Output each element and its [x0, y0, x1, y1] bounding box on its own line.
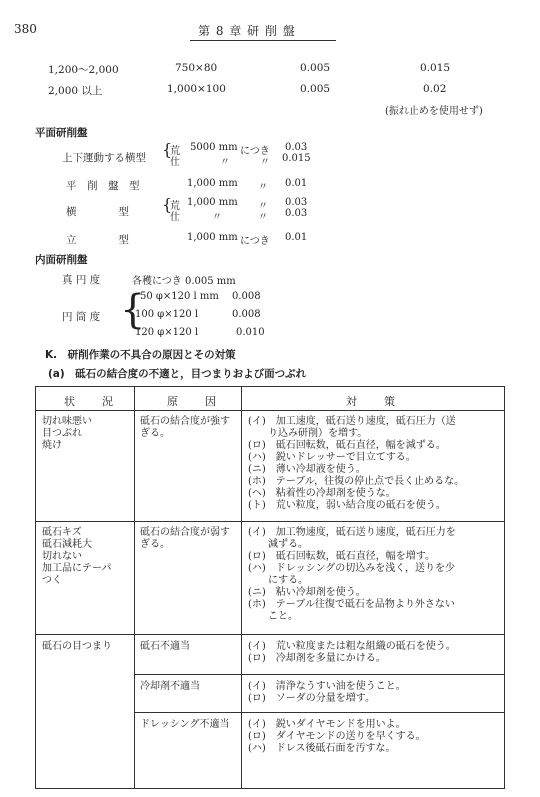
status-line: 目つぶれ — [42, 428, 82, 439]
measure-line: (ト) 荒い粒度，弱い結合度の砥石を使う。 — [248, 500, 446, 511]
finish-mark: 仕 — [170, 212, 180, 223]
status-line: 切れない — [42, 551, 82, 562]
cyl-row-3-val: 0.010 — [236, 327, 265, 338]
surface-row1-b-unit: 〃 — [260, 157, 270, 168]
cause-line: ぎる。 — [140, 539, 170, 550]
top-row-2-size: 1,000×100 — [167, 83, 226, 95]
cylindricity-label: 円 筒 度 — [62, 311, 101, 323]
rough-mark: 荒 — [170, 146, 180, 157]
rough-mark: 荒 — [170, 201, 180, 212]
surface-row1-a: 5000 mm — [190, 142, 238, 153]
surface-row2-label: 平 削 盤 型 — [66, 180, 140, 192]
surface-row2-val: 0.01 — [285, 178, 308, 189]
measure-line: こと。 — [248, 611, 298, 622]
top-note: (振れ止めを使用せず) — [385, 106, 483, 117]
measure-line: (ハ) ドレス後砥石面を汚すな。 — [248, 743, 396, 754]
measure-line: (ハ) 鋭いドレッサーで目立てする。 — [248, 452, 416, 463]
section-a-heading: (a) 砥石の結合度の不適と，目つまりおよび面つぶれ — [48, 368, 307, 380]
surface-row2-unit: 〃 — [258, 182, 268, 193]
row1-status — [42, 416, 92, 452]
measure-line: (ロ) 砥石回転数，砥石直径，幅を増す。 — [248, 551, 436, 562]
status-line: 焼け — [42, 440, 62, 451]
top-row-2-val2: 0.02 — [423, 83, 447, 95]
surface-row1-b: 〃 — [220, 157, 230, 168]
row-divider — [36, 634, 504, 635]
page-number: 380 — [14, 22, 37, 36]
row2-cause — [140, 527, 230, 551]
col-divider — [241, 387, 242, 788]
measure-line: (ロ) 冷却剤を多量にかける。 — [248, 653, 386, 664]
cause-line: ぎる。 — [140, 428, 170, 439]
cyl-row-3-size: 120 φ×120 l — [135, 327, 199, 338]
measure-line: (イ) 加工物速度，砥石送り速度，砥石圧力を — [248, 527, 456, 538]
row2-status — [42, 527, 112, 587]
surface-row1-label: 上下運動する横型 — [62, 152, 146, 164]
measure-line: (イ) 荒い粒度または粗な組織の砥石を使う。 — [248, 641, 456, 652]
surface-row1-b-val: 0.015 — [282, 153, 311, 164]
status-line: 砥石キズ — [42, 527, 82, 538]
surface-row3-a-unit: 〃 — [258, 201, 268, 212]
surface-row1-a-val: 0.03 — [285, 142, 308, 153]
measure-line: (イ) 清浄なうすい油を使うこと。 — [248, 681, 406, 692]
measure-line: にする。 — [248, 575, 308, 586]
surface-row3-b-unit: 〃 — [258, 212, 268, 223]
row3a-cause: 砥石不適当 — [140, 641, 190, 652]
top-row-1-range: 1,200～2,000 — [48, 64, 119, 76]
measure-line: (イ) 加工速度，砥石送り速度，砥石圧力（送 — [248, 416, 456, 427]
row3c-cause: ドレッシング不適当 — [140, 719, 230, 730]
surface-row3-b: 〃 — [212, 212, 222, 223]
surface-row1-a-unit: につき — [240, 146, 270, 157]
surface-row4-val: 0.01 — [285, 232, 308, 243]
row-divider — [36, 410, 504, 411]
top-row-1-size: 750×80 — [175, 62, 218, 74]
status-line: 加工品にテーパ — [42, 563, 112, 574]
cause-line: 砥石の結合度が強す — [140, 416, 230, 427]
chapter-title: 第 8 章 研 削 盤 — [198, 24, 296, 38]
measure-line: (イ) 鋭いダイヤモンドを用いよ。 — [248, 719, 406, 730]
surface-row2-size: 1,000 mm — [187, 178, 238, 189]
surface-row4-size: 1,000 mm — [187, 232, 238, 243]
row3a-measures — [248, 641, 456, 665]
cyl-row-1-val: 0.008 — [232, 291, 261, 302]
header-underline — [190, 40, 336, 41]
cyl-row-2-size: 100 φ×120 l — [135, 309, 199, 320]
measure-line: (ロ) ソーダの分量を増す。 — [248, 693, 376, 704]
top-row-2-range: 2,000 以上 — [48, 85, 103, 97]
roundness-text: 各穫につき 0.005 mm — [132, 276, 236, 287]
top-row-1-val2: 0.015 — [420, 62, 451, 74]
row3b-measures — [248, 681, 406, 705]
brace-icon: { — [120, 287, 146, 333]
row2-measures — [248, 527, 456, 623]
brace-icon: { — [162, 195, 173, 214]
row-divider — [134, 674, 504, 675]
measure-line: 減ずる。 — [248, 539, 308, 550]
measure-line: (ホ) テーブル，往復の停止点で長く止めるな。 — [248, 476, 465, 487]
row-divider — [36, 521, 504, 522]
surface-row3-b-val: 0.03 — [285, 208, 308, 219]
troubleshooting-table — [35, 386, 505, 789]
finish-mark: 仕 — [170, 157, 180, 168]
surface-row4-label: 立 型 — [66, 234, 129, 246]
status-line: 切れ味悪い — [42, 416, 92, 427]
measure-line: (ニ) 薄い冷却液を使う。 — [248, 464, 366, 475]
internal-title: 内面研削盤 — [35, 254, 88, 266]
measure-line: (ロ) ダイヤモンドの送りを早くする。 — [248, 731, 426, 742]
header-status: 状 況 — [64, 395, 121, 408]
row3-status: 砥石の目つまり — [42, 641, 112, 652]
status-line: 砥石減耗大 — [42, 539, 92, 550]
row3c-measures — [248, 719, 426, 755]
roundness-label: 真 円 度 — [62, 274, 101, 286]
row3b-cause: 冷却剤不適当 — [140, 681, 200, 692]
surface-row3-a: 1,000 mm — [187, 197, 238, 208]
row1-cause — [140, 416, 230, 440]
measure-line: (ロ) 砥石回転数，砥石直径，幅を減ずる。 — [248, 440, 446, 451]
cyl-row-2-val: 0.008 — [232, 309, 261, 320]
cyl-row-1-size: 50 φ×120 l mm — [140, 291, 219, 302]
surface-row3-a-val: 0.03 — [285, 197, 308, 208]
top-row-1-val1: 0.005 — [300, 62, 331, 74]
measure-line: り込み研削）を増す。 — [248, 428, 368, 439]
brace-icon: { — [162, 140, 173, 159]
surface-row3-label: 横 型 — [66, 206, 129, 218]
status-line: つく — [42, 575, 62, 586]
surface-title: 平面研削盤 — [35, 127, 88, 139]
measure-line: (ニ) 粘い冷却剤を使う。 — [248, 587, 366, 598]
col-divider — [134, 387, 135, 788]
row-divider — [134, 712, 504, 713]
section-k-heading: K. 研削作業の不具合の原因とその対策 — [45, 349, 236, 361]
header-cause: 原 因 — [167, 395, 224, 408]
header-measures: 対 策 — [346, 395, 403, 408]
cause-line: 砥石の結合度が弱す — [140, 527, 230, 538]
surface-row4-unit: につき — [240, 236, 270, 247]
top-row-2-val1: 0.005 — [300, 83, 331, 95]
row1-measures — [248, 416, 464, 512]
measure-line: (ホ) テーブル往復で砥石を品物より外さない — [248, 599, 455, 610]
measure-line: (ハ) ドレッシングの切込みを浅く，送りを少 — [248, 563, 456, 574]
measure-line: (ヘ) 粘着性の冷却剤を使うな。 — [248, 488, 396, 499]
